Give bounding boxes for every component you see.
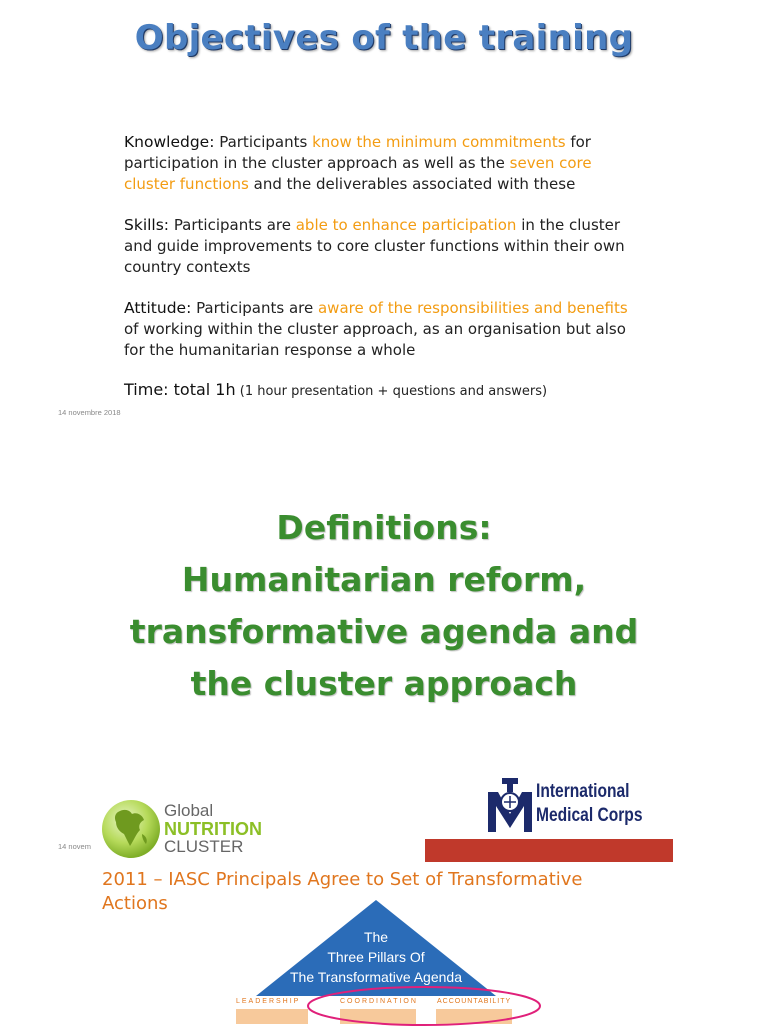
objective-text: Participants are [169, 216, 296, 234]
gnc-line: NUTRITION [164, 819, 262, 839]
imc-wordmark [536, 780, 642, 828]
highlighted-text: able to enhance participation [295, 216, 517, 234]
objective-label: Attitude: [124, 299, 192, 317]
title-line: Definitions: [276, 508, 492, 547]
slide-definitions [0, 430, 768, 760]
objective-text: Participants [214, 133, 313, 151]
time-detail: (1 hour presentation + questions and answers) [235, 384, 548, 399]
imc-line: International [536, 781, 630, 802]
slide-transformative-actions [0, 760, 768, 1024]
time-line [124, 380, 547, 399]
objective-text: for participation in the cluster approach as well as the [124, 133, 591, 172]
title-line: transformative agenda and [129, 612, 639, 651]
red-banner [425, 839, 673, 862]
objective-text: of working within the cluster approach, as an organisation but also for the humanitarian response a whole [124, 320, 626, 359]
highlighted-text: seven core cluster functions [124, 154, 592, 193]
gnc-line: CLUSTER [164, 837, 244, 856]
imc-line: Medical Corps [536, 805, 643, 826]
title-line: the cluster approach [190, 664, 578, 703]
objective-text: and the deliverables associated with these [248, 175, 576, 193]
highlight-ellipse [306, 982, 542, 1026]
objectives-body [124, 132, 634, 381]
pillar-leadership [236, 1009, 308, 1024]
globe-icon [100, 798, 162, 860]
pillar-label: LEADERSHIP [236, 998, 301, 1005]
slide-title: 2011 – IASC Principals Agree to Set of Transformative Actions [102, 869, 583, 914]
objective-label: Skills: [124, 216, 170, 234]
objective-paragraph [124, 132, 634, 195]
slide-title: Objectives of the training [134, 18, 634, 58]
global-nutrition-cluster-logo [100, 794, 275, 864]
pillar-label: ACCOUNTABILITY [437, 998, 512, 1005]
objective-text: in the cluster and guide improvements to core cluster functions within their own country contexts [124, 216, 625, 276]
imc-emblem-icon [484, 778, 536, 834]
pillar-label: COORDINATION [340, 998, 418, 1005]
objective-paragraph [124, 298, 634, 361]
highlighted-text: aware of the responsibilities and benefits [317, 299, 628, 317]
pyramid-line: The [363, 929, 389, 945]
pyramid-line: Three Pillars Of [327, 949, 425, 965]
pyramid-line: The Transformative Agenda [290, 969, 462, 985]
definitions-title [0, 502, 768, 710]
objective-paragraph [124, 215, 634, 278]
title-line: Humanitarian reform, [181, 560, 587, 599]
slide-date: 14 novembre 2018 [58, 408, 121, 417]
highlighted-text: know the minimum commitments [312, 133, 566, 151]
gnc-wordmark [164, 802, 262, 856]
objective-text: Participants are [191, 299, 318, 317]
slide-date: 14 novem [58, 842, 91, 851]
slide-objectives [0, 0, 768, 430]
time-label: Time: total 1h [124, 380, 236, 399]
objective-label: Knowledge: [124, 133, 215, 151]
international-medical-corps-logo [484, 776, 644, 836]
gnc-line: Global [164, 801, 214, 820]
